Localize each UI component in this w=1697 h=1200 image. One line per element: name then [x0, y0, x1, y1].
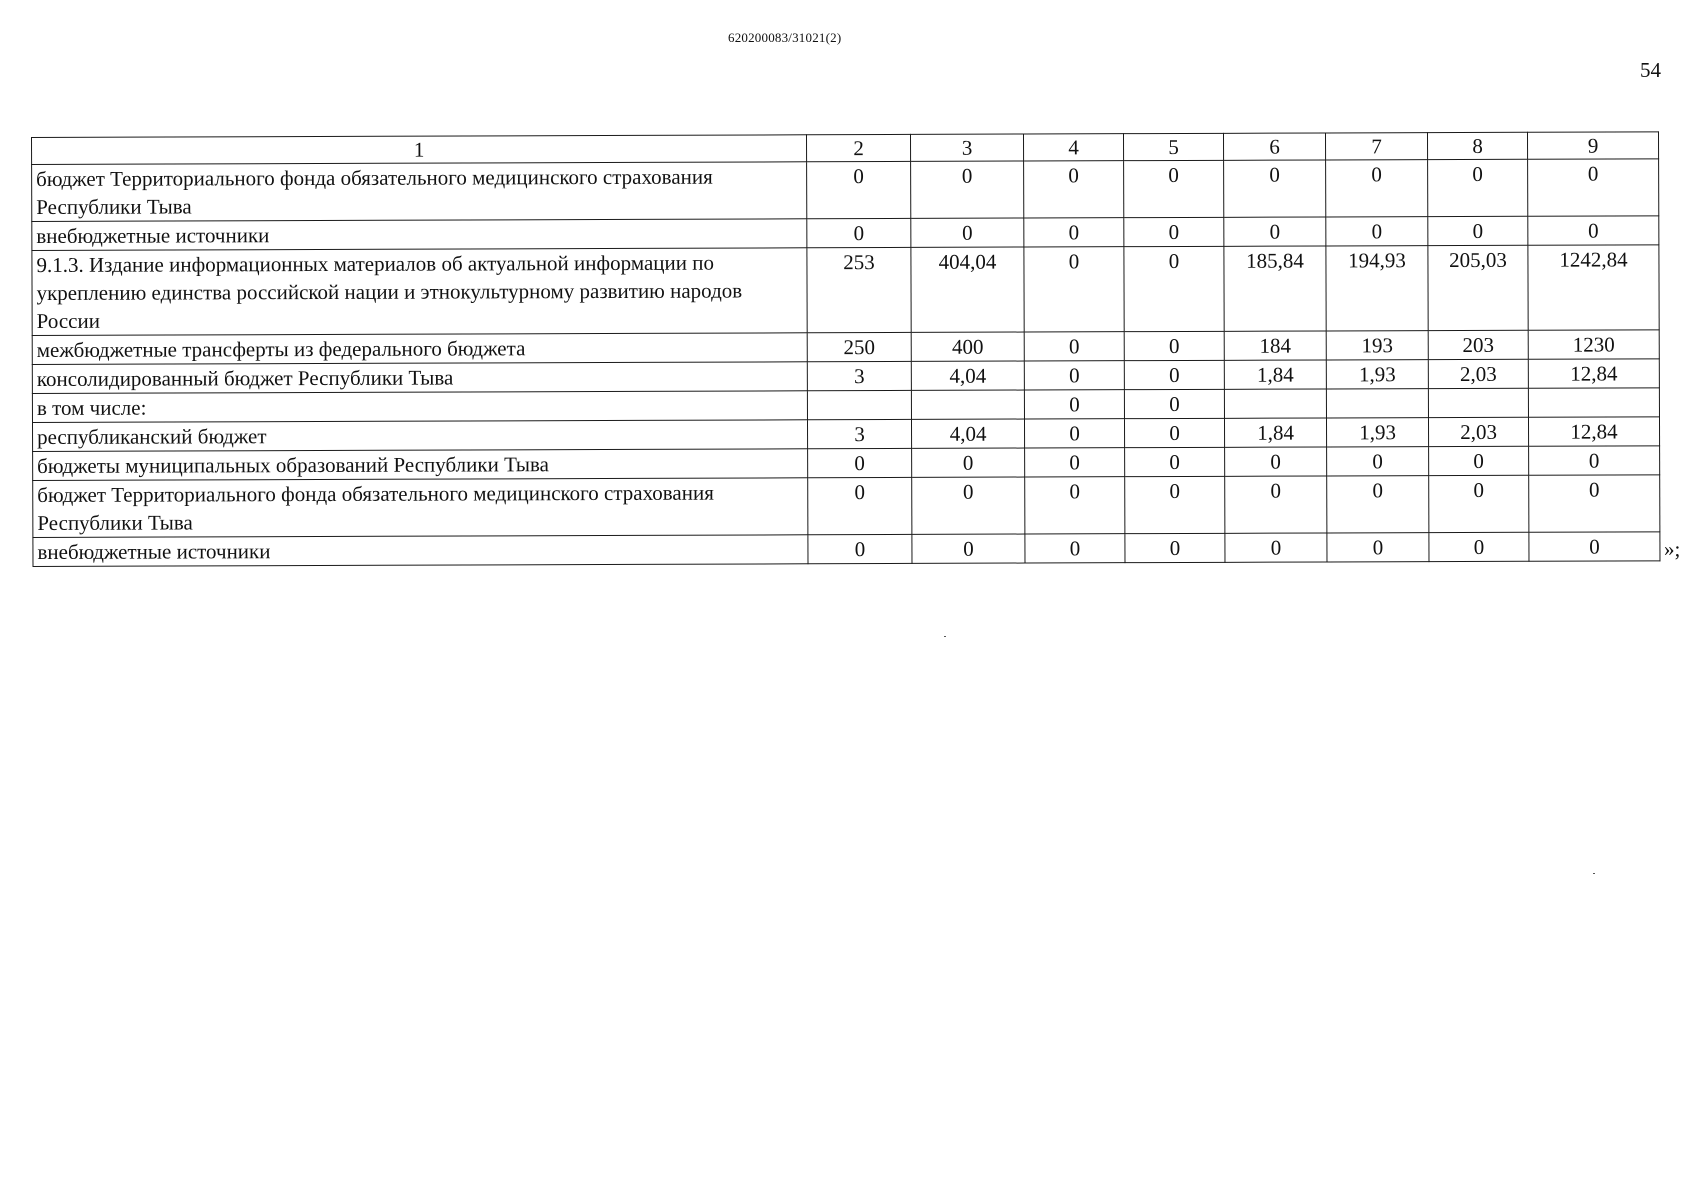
row-label: республиканский бюджет	[32, 420, 807, 452]
cell-value: 1,93	[1326, 418, 1428, 447]
cell-value: 2,03	[1428, 417, 1528, 446]
cell-value: 0	[1428, 216, 1528, 245]
cell-value: 0	[1327, 533, 1429, 562]
cell-value: 1,93	[1326, 360, 1428, 389]
cell-value: 4,04	[911, 419, 1024, 448]
cell-value: 0	[1326, 160, 1428, 217]
row-label: в том числе:	[32, 391, 807, 423]
cell-value: 250	[807, 332, 911, 361]
scan-speck	[944, 636, 946, 637]
cell-value: 0	[1124, 331, 1224, 360]
column-number: 8	[1427, 132, 1527, 159]
cell-value: 203	[1428, 330, 1528, 359]
cell-value: 0	[1124, 160, 1224, 217]
document-code: 620200083/31021(2)	[728, 30, 842, 45]
cell-value: 2,03	[1428, 359, 1528, 388]
cell-value: 205,03	[1428, 245, 1528, 330]
cell-value: 4,04	[911, 361, 1024, 390]
column-number: 6	[1223, 133, 1325, 160]
column-number: 7	[1325, 133, 1427, 160]
cell-value: 0	[1225, 533, 1327, 562]
cell-value: 0	[1327, 447, 1429, 476]
cell-value: 0	[1528, 159, 1659, 216]
cell-value	[911, 390, 1024, 419]
cell-value: 12,84	[1528, 359, 1659, 388]
cell-value: 0	[1529, 446, 1660, 475]
cell-value: 0	[1125, 476, 1225, 533]
cell-value: 0	[1024, 218, 1124, 247]
column-number: 2	[806, 134, 910, 161]
cell-value: 253	[807, 247, 911, 332]
cell-value: 404,04	[911, 247, 1024, 332]
cell-value: 0	[1529, 475, 1660, 532]
cell-value: 0	[1024, 332, 1124, 361]
row-label: бюджет Территориального фонда обязательного медицинского страхования Республики Тыва	[32, 162, 807, 222]
cell-value: 0	[1326, 217, 1428, 246]
cell-value	[1326, 389, 1428, 418]
column-number: 9	[1527, 132, 1658, 159]
row-label: межбюджетные трансферты из федерального бюджета	[32, 333, 807, 365]
cell-value: 0	[807, 218, 911, 247]
row-label: бюджет Территориального фонда обязательного медицинского страхования Республики Тыва	[33, 478, 808, 538]
cell-value: 0	[1024, 419, 1124, 448]
cell-value: 0	[1224, 160, 1326, 217]
cell-value: 0	[912, 448, 1025, 477]
cell-value: 0	[808, 448, 912, 477]
cell-value: 193	[1326, 331, 1428, 360]
cell-value: 0	[1429, 446, 1529, 475]
cell-value: 0	[1125, 447, 1225, 476]
cell-value: 0	[808, 477, 912, 534]
cell-value	[1224, 389, 1326, 418]
scan-speck	[1593, 873, 1595, 874]
cell-value: 0	[1225, 476, 1327, 533]
cell-value: 0	[1124, 389, 1224, 418]
cell-value: 0	[1327, 476, 1429, 533]
cell-value: 3	[807, 361, 911, 390]
cell-value	[1428, 388, 1528, 417]
cell-value: 0	[912, 477, 1025, 534]
table-row	[32, 159, 1659, 222]
cell-value: 400	[911, 332, 1024, 361]
column-number: 3	[910, 134, 1023, 161]
table-row	[33, 475, 1660, 538]
cell-value: 0	[911, 218, 1024, 247]
cell-value: 12,84	[1528, 417, 1659, 446]
cell-value: 185,84	[1224, 246, 1326, 331]
cell-value: 0	[1428, 159, 1528, 216]
cell-value: 0	[1124, 217, 1224, 246]
column-number: 5	[1123, 133, 1223, 160]
cell-value: 0	[1024, 390, 1124, 419]
cell-value: 0	[912, 534, 1025, 563]
cell-value: 194,93	[1326, 246, 1428, 331]
budget-table	[31, 131, 1660, 567]
row-label: бюджеты муниципальных образований Республики Тыва	[33, 449, 808, 481]
cell-value: 0	[1429, 475, 1529, 532]
cell-value: 3	[807, 419, 911, 448]
row-label: внебюджетные источники	[32, 219, 807, 251]
cell-value: 0	[1225, 447, 1327, 476]
cell-value: 0	[1429, 532, 1529, 561]
cell-value: 0	[807, 161, 911, 218]
column-number: 1	[32, 135, 807, 165]
page-number: 54	[1640, 58, 1661, 82]
cell-value: 0	[1224, 217, 1326, 246]
cell-value: 0	[1529, 532, 1660, 561]
cell-value: 1,84	[1224, 360, 1326, 389]
cell-value: 0	[1025, 477, 1125, 534]
cell-value: 1,84	[1224, 418, 1326, 447]
cell-value: 0	[1024, 247, 1124, 332]
row-label: 9.1.3. Издание информационных материалов об актуальной информации по укреплению единства российской нации и этнокультурному развитию народов России	[32, 248, 807, 336]
cell-value: 0	[808, 534, 912, 563]
cell-value	[807, 390, 911, 419]
table-row	[33, 532, 1660, 567]
closing-quote-mark: »;	[1664, 537, 1681, 561]
table-row	[32, 245, 1659, 336]
cell-value: 0	[1124, 360, 1224, 389]
cell-value: 0	[1025, 448, 1125, 477]
cell-value: 0	[1528, 216, 1659, 245]
cell-value: 0	[1124, 418, 1224, 447]
cell-value: 0	[1124, 246, 1224, 331]
cell-value: 0	[1024, 361, 1124, 390]
cell-value	[1528, 388, 1659, 417]
cell-value: 0	[911, 161, 1024, 218]
cell-value: 0	[1125, 533, 1225, 562]
cell-value: 0	[1024, 161, 1124, 218]
cell-value: 1242,84	[1528, 245, 1659, 330]
cell-value: 184	[1224, 331, 1326, 360]
row-label: внебюджетные источники	[33, 535, 808, 567]
row-label: консолидированный бюджет Республики Тыва	[32, 362, 807, 394]
column-number: 4	[1023, 134, 1123, 161]
cell-value: 0	[1025, 534, 1125, 563]
cell-value: 1230	[1528, 330, 1659, 359]
